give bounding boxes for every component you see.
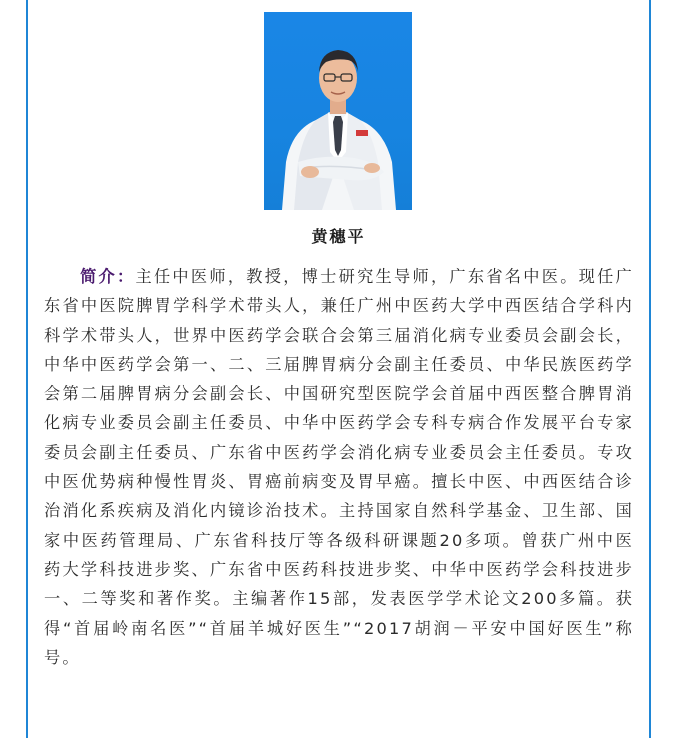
hand-right — [364, 163, 380, 173]
portrait-illustration — [264, 12, 412, 210]
hand-left — [301, 166, 319, 178]
coat-badge — [356, 130, 368, 136]
bio-label: 简介： — [80, 267, 136, 286]
left-border-line — [26, 0, 28, 738]
doctor-portrait-photo — [264, 12, 412, 210]
doctor-biography — [44, 262, 634, 672]
doctor-name: 黄穗平 — [311, 227, 366, 246]
bio-text: 主任中医师，教授，博士研究生导师，广东省名中医。现任广东省中医院脾胃学科学术带头人，兼任广州中医药大学中西医结合学科内科学术带头人，世界中医药学会联合会第三届消化病专业委员会副会长，中华中医药学会第一、二、三届脾胃病分会副主任委员、中华民族医药学会第二届脾胃病分会副会长、中国研究型医院学会首届中西医整合脾胃消化病专业委员会副主任委员、中华中医药学会专科专病合作发展平台专家委员会副主任委员、广东省中医药学会消化病专业委员会主任委员。专攻中医优势病种慢性胃炎、胃癌前病变及胃早癌。擅长中医、中西医结合诊治消化系疾病及消化内镜诊治技术。主持国家自然科学基金、卫生部、国家中医药管理局、广东省科技厅等各级科研课题20多项。曾获广州中医药大学科技进步奖、广东省中医药科技进步奖、中华中医药学会科技进步一、二等奖和著作奖。主编著作15部，发表医学学术论文200多篇。获得“首届岭南名医”“首届羊城好医生”“2017胡润－平安中国好医生”称号。 — [44, 267, 634, 667]
right-border-line — [649, 0, 651, 738]
